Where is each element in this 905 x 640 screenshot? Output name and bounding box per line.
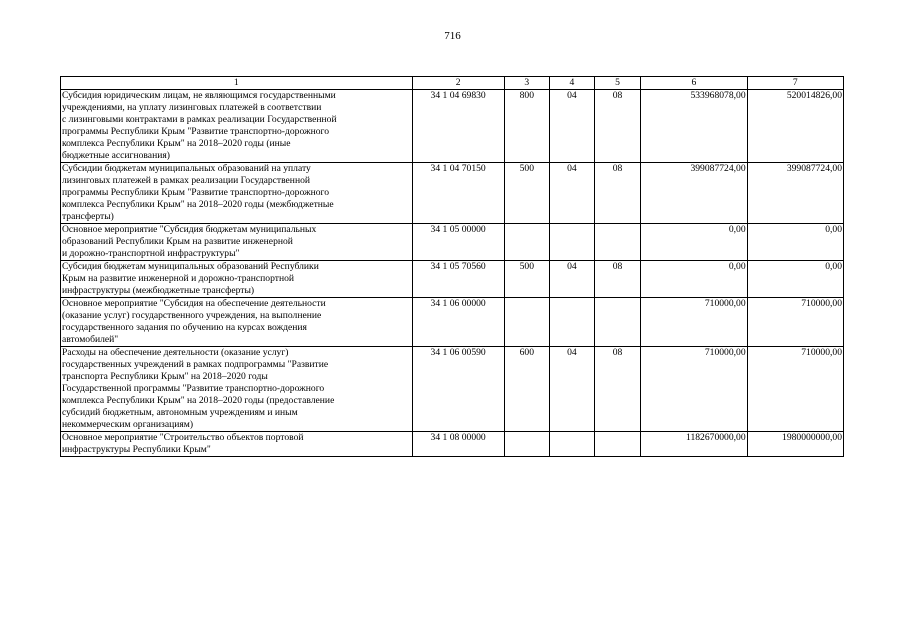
table-row (61, 347, 844, 432)
row-vr: 500 (504, 261, 549, 298)
table-row (61, 261, 844, 298)
header-col-3: 3 (504, 77, 549, 90)
row-amount-2: 1980000000,00 (747, 432, 843, 457)
row-vr: 600 (504, 347, 549, 432)
header-row (61, 77, 844, 90)
row-code: 34 1 04 70150 (412, 163, 504, 224)
row-code: 34 1 05 70560 (412, 261, 504, 298)
header-col-7: 7 (747, 77, 843, 90)
row-code: 34 1 06 00590 (412, 347, 504, 432)
row-name: Субсидия бюджетам муниципальных образований Республики Крым на развитие инженерной и дорожно-транспортной инфраструктуры (межбюджетные трансферты) (61, 261, 413, 298)
header-col-6: 6 (641, 77, 748, 90)
row-amount-2: 520014826,00 (747, 90, 843, 163)
row-amount-1: 533968078,00 (641, 90, 748, 163)
row-code: 34 1 05 00000 (412, 224, 504, 261)
table-row (61, 224, 844, 261)
header-col-2: 2 (412, 77, 504, 90)
row-amount-2: 710000,00 (747, 298, 843, 347)
row-pr (594, 298, 640, 347)
row-pr (594, 432, 640, 457)
row-rz: 04 (549, 163, 594, 224)
header-col-4: 4 (549, 77, 594, 90)
row-amount-1: 0,00 (641, 224, 748, 261)
row-rz: 04 (549, 90, 594, 163)
row-pr (594, 224, 640, 261)
row-name: Основное мероприятие "Субсидия бюджетам муниципальных образований Республики Крым на развитие инженерной и дорожно-транспортной инфраструктуры" (61, 224, 413, 261)
table-row (61, 163, 844, 224)
row-vr: 800 (504, 90, 549, 163)
row-amount-1: 710000,00 (641, 347, 748, 432)
table-row (61, 432, 844, 457)
row-name: Расходы на обеспечение деятельности (оказание услуг) государственных учреждений в рамках подпрограммы "Развитие транспорта Республики Крым" на 2018–2020 годы Государственной программы "Развитие транспортно-дорожного комплекса Республики Крым" на 2018–2020 годы (предоставление субсидий бюджетным, автономным учреждениям и иным некоммерческим организациям) (61, 347, 413, 432)
row-amount-1: 1182670000,00 (641, 432, 748, 457)
row-amount-1: 399087724,00 (641, 163, 748, 224)
row-code: 34 1 04 69830 (412, 90, 504, 163)
row-name: Основное мероприятие "Субсидия на обеспечение деятельности (оказание услуг) государственного учреждения, на выполнение государственного задания по обучению на курсах вождения автомобилей" (61, 298, 413, 347)
row-rz (549, 224, 594, 261)
row-name: Субсидия юридическим лицам, не являющимся государственными учреждениями, на уплату лизинговых платежей в соответствии с лизинговыми контрактами в рамках реализации Государственной программы Республики Крым "Развитие транспортно-дорожного комплекса Республики Крым" на 2018–2020 годы (иные бюджетные ассигнования) (61, 90, 413, 163)
row-rz (549, 298, 594, 347)
row-vr: 500 (504, 163, 549, 224)
row-amount-1: 710000,00 (641, 298, 748, 347)
row-pr: 08 (594, 347, 640, 432)
row-vr (504, 224, 549, 261)
row-name: Субсидии бюджетам муниципальных образований на уплату лизинговых платежей в рамках реализации Государственной программы Республики Крым "Развитие транспортно-дорожного комплекса Республики Крым" на 2018–2020 годы (межбюджетные трансферты) (61, 163, 413, 224)
budget-table (60, 76, 844, 457)
row-code: 34 1 06 00000 (412, 298, 504, 347)
row-pr: 08 (594, 261, 640, 298)
table-row (61, 298, 844, 347)
row-rz (549, 432, 594, 457)
row-code: 34 1 08 00000 (412, 432, 504, 457)
header-col-5: 5 (594, 77, 640, 90)
row-name: Основное мероприятие "Строительство объектов портовой инфраструктуры Республики Крым" (61, 432, 413, 457)
row-vr (504, 432, 549, 457)
row-pr: 08 (594, 90, 640, 163)
row-amount-2: 710000,00 (747, 347, 843, 432)
row-vr (504, 298, 549, 347)
table-row (61, 90, 844, 163)
row-rz: 04 (549, 347, 594, 432)
page-number: 716 (444, 30, 461, 42)
row-rz: 04 (549, 261, 594, 298)
row-amount-2: 0,00 (747, 261, 843, 298)
row-amount-2: 0,00 (747, 224, 843, 261)
header-col-1: 1 (61, 77, 413, 90)
row-pr: 08 (594, 163, 640, 224)
row-amount-2: 399087724,00 (747, 163, 843, 224)
row-amount-1: 0,00 (641, 261, 748, 298)
